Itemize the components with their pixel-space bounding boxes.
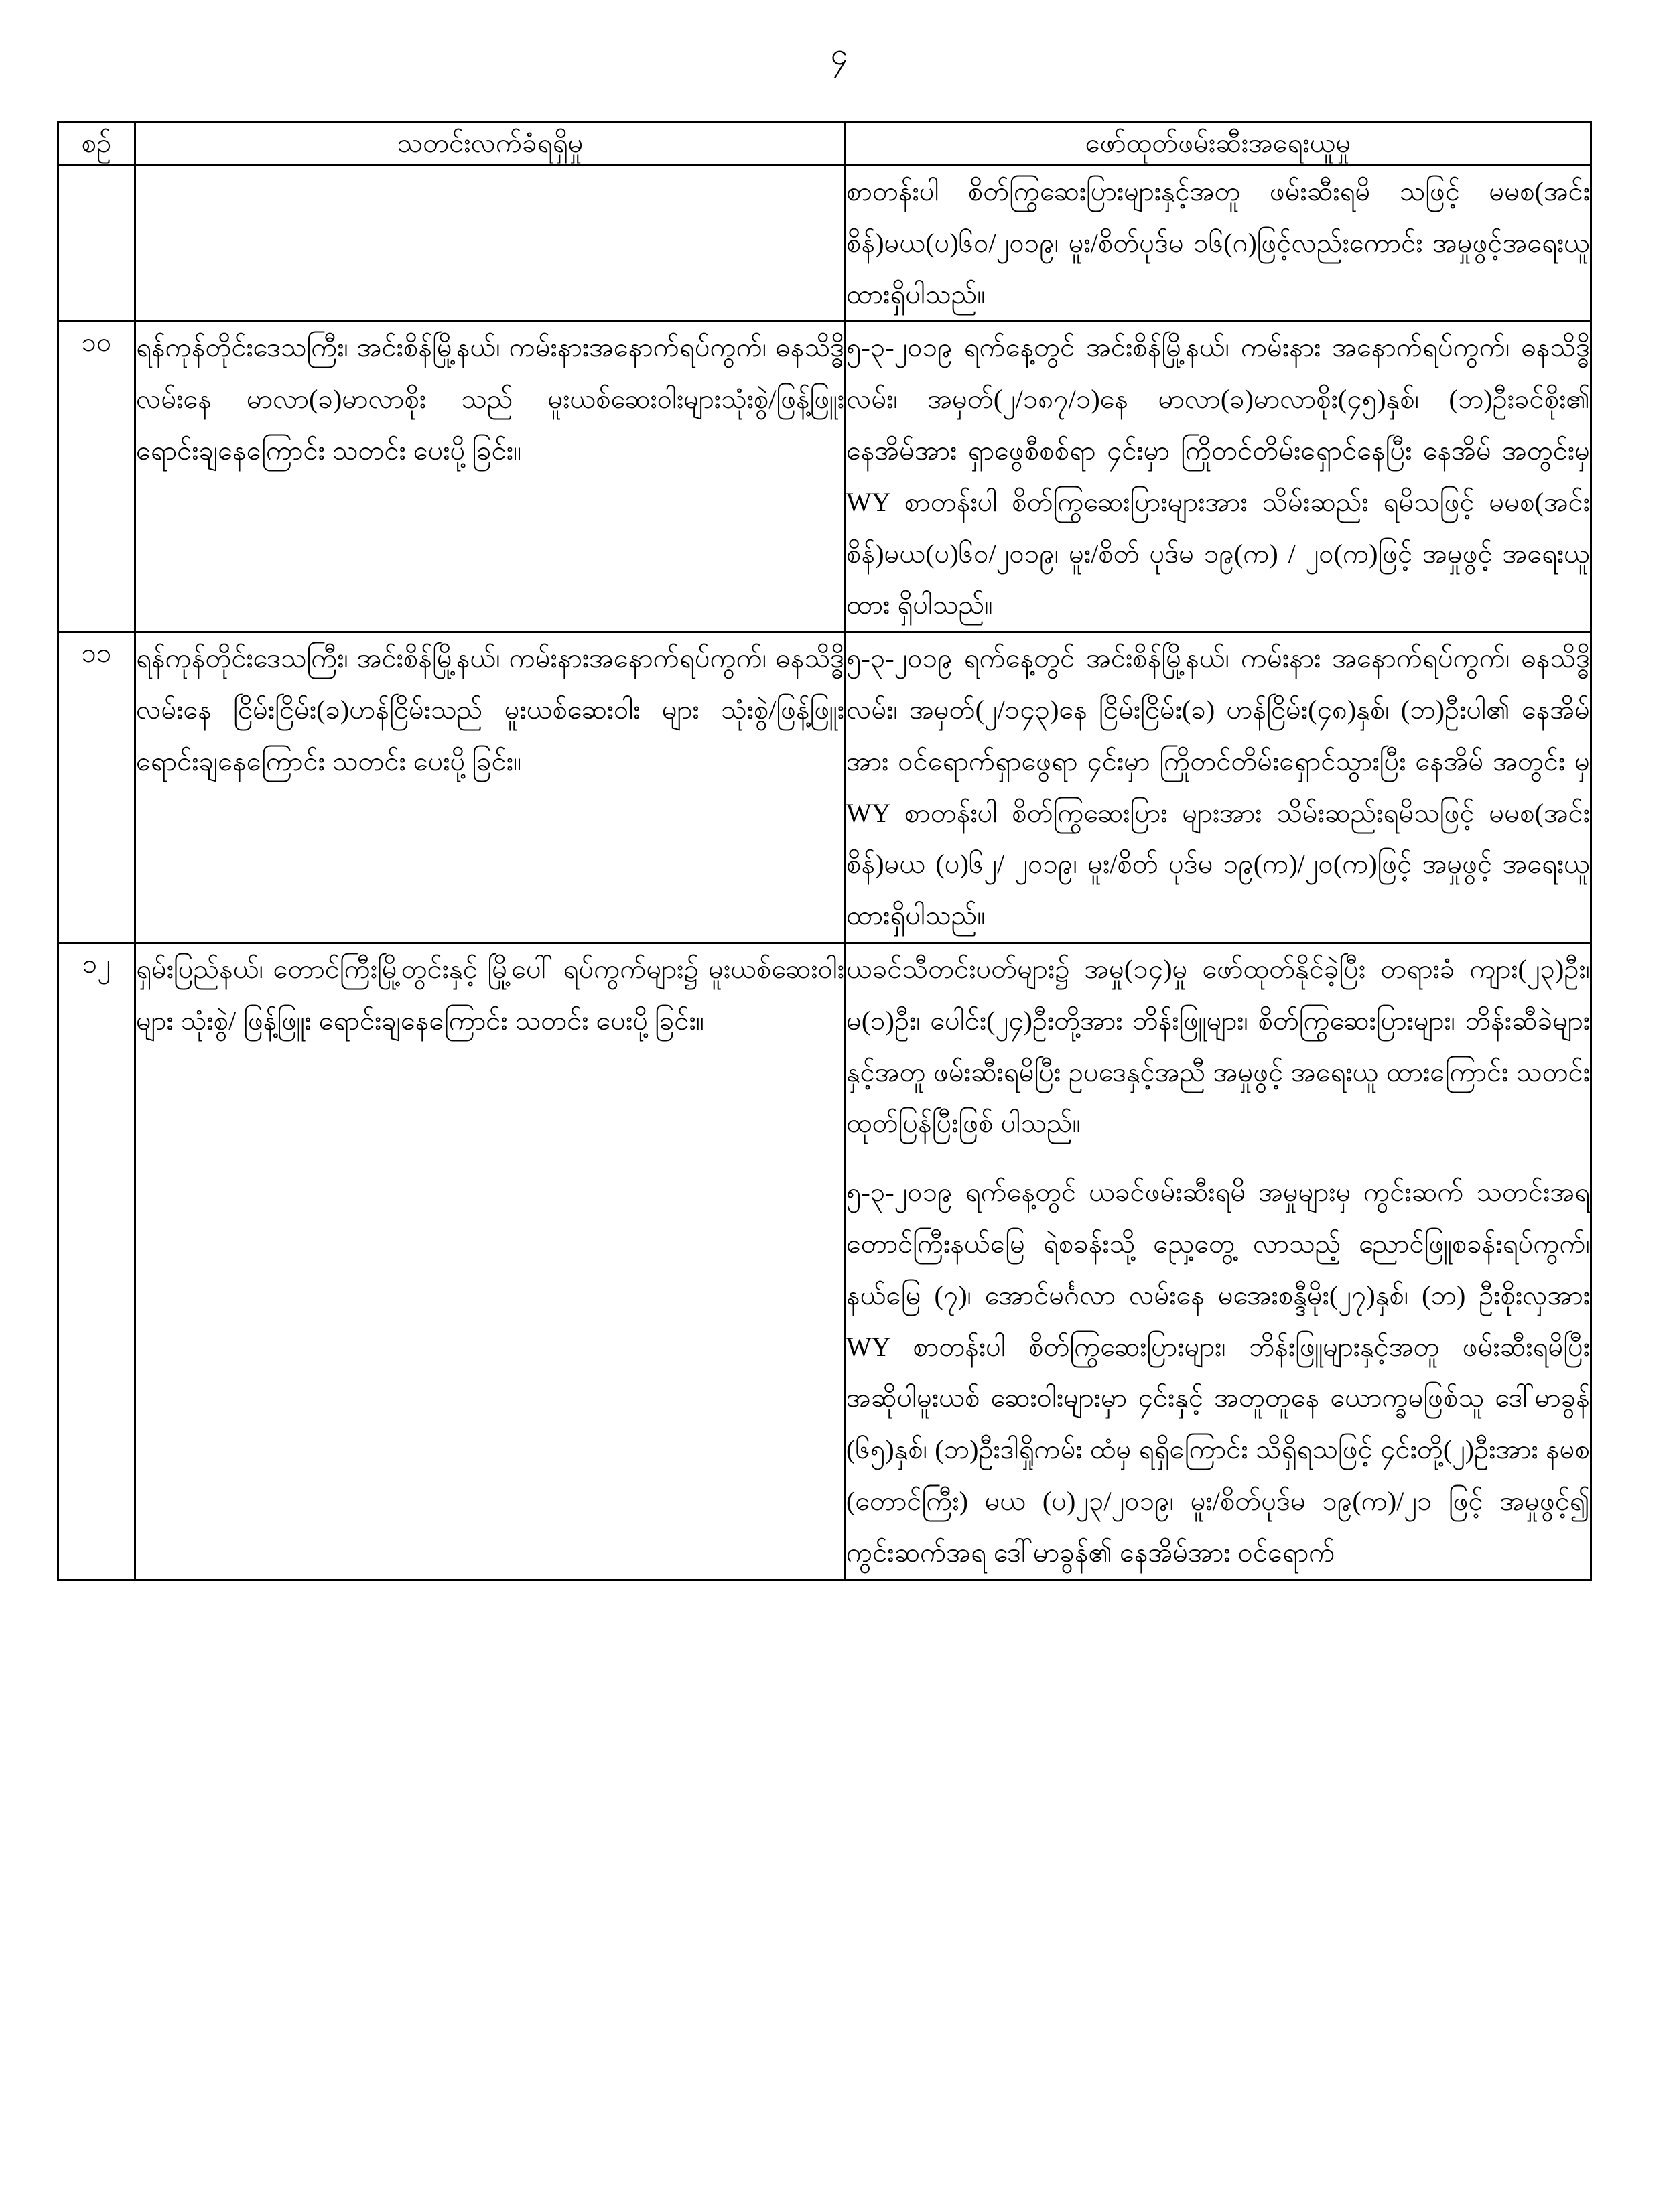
action-paragraph: ယခင်သီတင်းပတ်များ၌ အမှု(၁၄)မှု ဖော်ထုတ်နိုင်ခဲ့ပြီး တရားခံ ကျား(၂၃)ဦး၊ မ(၁)ဦး၊ ပေါင်း(၂၄)ဦးတို့အား ဘိန်းဖြူများ၊ စိတ်ကြွဆေးပြားများ၊ ဘိန်းဆီခဲများနှင့်အတူ ဖမ်းဆီးရမိပြီး ဥပဒေနှင့်အညီ အမှုဖွင့် အရေးယူ ထားကြောင်း သတင်း ထုတ်ပြန်ပြီးဖြစ် ပါသည်။ [846, 953, 1590, 1139]
action-paragraph: ၅-၃-၂၀၁၉ ရက်နေ့တွင် အင်းစိန်မြို့နယ်၊ ကမ်းနား အနောက်ရပ်ကွက်၊ ဓနသိဒ္ဓိလမ်း၊ အမှတ်(၂/၁၄၃)နေ ငြိမ်းငြိမ်း(ခ) ဟန်ငြိမ်း(၄၈)နှစ်၊ (ဘ)ဦးပါ၏ နေအိမ်အား ဝင်ရောက်ရှာဖွေရာ ၄င်းမှာ ကြိုတင်တိမ်းရှောင်သွားပြီး နေအိမ် အတွင်း မှ WY စာတန်းပါ စိတ်ကြွဆေးပြား များအား သိမ်းဆည်းရမိသဖြင့် မမစ(အင်းစိန်)မယ (ပ)၆၂/ ၂၀၁၉၊ မူး/စိတ် ပုဒ်မ ၁၉(က)/၂၀(က)ဖြင့် အမှုဖွင့် အရေးယူ ထားရှိပါသည်။ [846, 643, 1590, 931]
row-information-received [135, 165, 846, 322]
table-row [58, 943, 1591, 1580]
column-header-index: စဉ် [58, 122, 135, 165]
row-action-taken [846, 165, 1591, 322]
report-table [57, 121, 1592, 1581]
row-information-received: ရန်ကုန်တိုင်းဒေသကြီး၊ အင်းစိန်မြို့နယ်၊ ကမ်းနားအနောက်ရပ်ကွက်၊ ဓနသိဒ္ဓိလမ်းနေ ငြိမ်းငြိမ်း(ခ)ဟန်ငြိမ်းသည် မူးယစ်ဆေးဝါး များ သုံးစွဲ/ဖြန့်ဖြူး ရောင်းချနေကြောင်း သတင်း ပေးပို့ခြင်း။ [135, 632, 846, 943]
row-information-received: ရန်ကုန်တိုင်းဒေသကြီး၊ အင်းစိန်မြို့နယ်၊ ကမ်းနားအနောက်ရပ်ကွက်၊ ဓနသိဒ္ဓိလမ်းနေ မာလာ(ခ)မာလာစိုး သည် မူးယစ်ဆေးဝါးများသုံးစွဲ/ဖြန့်ဖြူး ရောင်းချနေကြောင်း သတင်း ပေးပို့ခြင်း။ [135, 322, 846, 632]
page-number: ၄ [830, 37, 849, 71]
action-paragraph: စာတန်းပါ စိတ်ကြွဆေးပြားများနှင့်အတူ ဖမ်းဆီးရမိ သဖြင့် မမစ(အင်းစိန်)မယ(ပ)၆၀/၂၀၁၉၊ မူး/စိတ်ပုဒ်မ ၁၆(ဂ)ဖြင့်လည်းကောင်း အမှုဖွင့်အရေးယူထားရှိပါသည်။ [846, 176, 1590, 309]
action-paragraph: ၅-၃-၂၀၁၉ ရက်နေ့တွင် ယခင်ဖမ်းဆီးရမိ အမှုများမှ ကွင်းဆက် သတင်းအရ တောင်ကြီးနယ်မြေ ရဲစခန်းသို့ ညှေ့တွေ့ လာသည့် ညောင်ဖြူစခန်းရပ်ကွက်၊ နယ်မြေ (၇)၊ အောင်မင်္ဂလာ လမ်းနေ မအေးစန္ဒီမိုး(၂၇)နှစ်၊ (ဘ) ဦးစိုးလှအား WY စာတန်းပါ စိတ်ကြွဆေးပြားများ၊ ဘိန်းဖြူများနှင့်အတူ ဖမ်းဆီးရမိပြီး အဆိုပါမူးယစ် ဆေးဝါးများမှာ ၄င်းနှင့် အတူတူနေ ယောက္ခမဖြစ်သူ ဒေါ်မာခွန် (၆၅)နှစ်၊ (ဘ)ဦးဒါရှိုကမ်း ထံမှ ရရှိကြောင်း သိရှိရသဖြင့် ၄င်းတို့(၂)ဦးအား နမစ (တောင်ကြီး) မယ (ပ)၂၃/၂၀၁၉၊ မူး/စိတ်ပုဒ်မ ၁၉(က)/၂၁ ဖြင့် အမှုဖွင့်၍ ကွင်းဆက်အရ ဒေါ်မာခွန်၏ နေအိမ်အား ဝင်ရောက် [846, 1177, 1590, 1568]
table-header-row [58, 122, 1591, 165]
table-row [58, 165, 1591, 322]
table-row [58, 322, 1591, 632]
row-index: ၁၁ [58, 632, 135, 943]
row-index: ၁၀ [58, 322, 135, 632]
row-action-taken [846, 322, 1591, 632]
action-paragraph: ၅-၃-၂၀၁၉ ရက်နေ့တွင် အင်းစိန်မြို့နယ်၊ ကမ်းနား အနောက်ရပ်ကွက်၊ ဓနသိဒ္ဓိလမ်း၊ အမှတ်(၂/၁၈၇/၁)နေ မာလာ(ခ)မာလာစိုး(၄၅)နှစ်၊ (ဘ)ဦးခင်စိုး၏ နေအိမ်အား ရှာဖွေစီစစ်ရာ ၄င်းမှာ ကြိုတင်တိမ်းရှောင်နေပြီး နေအိမ် အတွင်းမှ WY စာတန်းပါ စိတ်ကြွဆေးပြားများအား သိမ်းဆည်း ရမိသဖြင့် မမစ(အင်းစိန်)မယ(ပ)၆၀/၂၀၁၉၊ မူး/စိတ် ပုဒ်မ ၁၉(က) / ၂၀(က)ဖြင့် အမှုဖွင့် အရေးယူထား ရှိပါသည်။ [846, 332, 1590, 620]
row-index: ၁၂ [58, 943, 135, 1580]
row-information-received: ရှမ်းပြည်နယ်၊ တောင်ကြီးမြို့တွင်းနှင့် မြို့ပေါ် ရပ်ကွက်များ၌ မူးယစ်ဆေးဝါးများ သုံးစွဲ/ ဖြန့်ဖြူး ရောင်းချနေကြောင်း သတင်း ပေးပို့ခြင်း။ [135, 943, 846, 1580]
column-header-information-received: သတင်းလက်ခံရရှိမှု [135, 122, 846, 165]
table-row [58, 632, 1591, 943]
column-header-action-taken: ဖော်ထုတ်ဖမ်းဆီးအရေးယူမှု [846, 122, 1591, 165]
row-index [58, 165, 135, 322]
row-action-taken [846, 943, 1591, 1580]
row-action-taken [846, 632, 1591, 943]
